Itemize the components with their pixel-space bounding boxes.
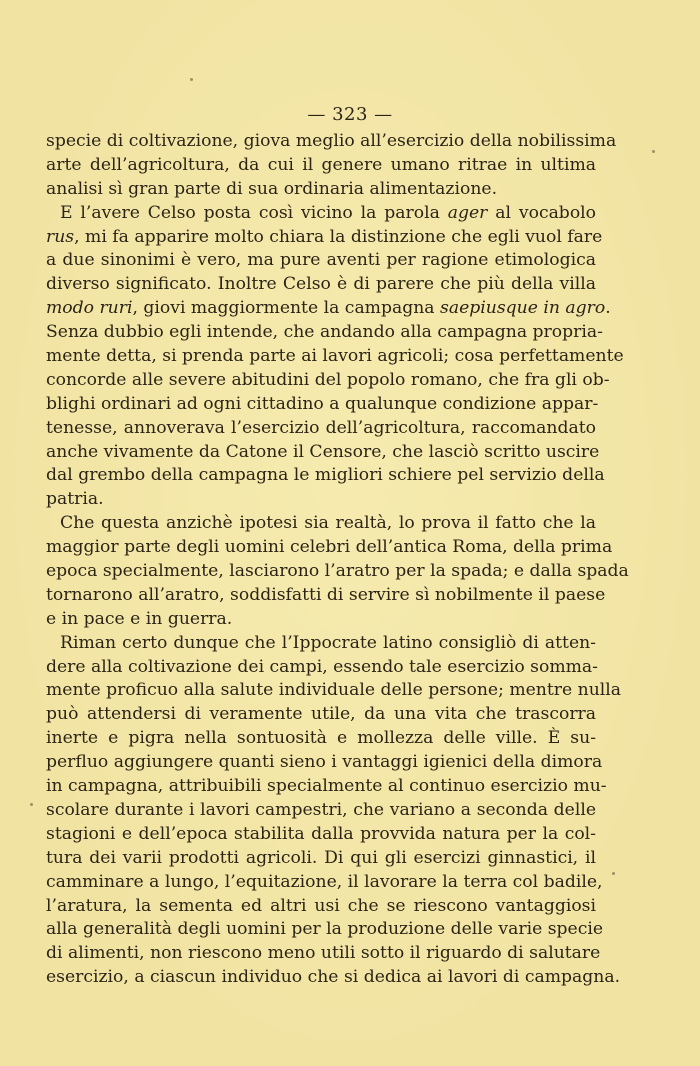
italic-word: ager [447, 202, 488, 223]
text-line: tura dei varii prodotti agricoli. Di qui gli esercizi ginnastici, il [46, 847, 596, 868]
page-number: — 323 — [307, 104, 393, 125]
text-line: Riman certo dunque che l’Ippocrate latino consigliò di atten- [60, 632, 596, 653]
text-line: dere alla coltivazione dei campi, essendo tale esercizio somma- [46, 656, 598, 677]
text-line: maggior parte degli uomini celebri dell’antica Roma, della prima [46, 537, 613, 558]
text-line: Che questa anzichè ipotesi sia realtà, lo prova il fatto che la [60, 513, 596, 534]
text-line: Senza dubbio egli intende, che andando alla campagna propria- [46, 322, 603, 343]
paper-speck [652, 150, 655, 153]
text-line: modo ruri, giovi maggiormente la campagna saepiusque in agro. [46, 298, 611, 319]
text-line: l’aratura, la sementa ed altri usi che se riescono vantaggiosi [46, 895, 596, 916]
italic-word: modo ruri [46, 298, 133, 319]
italic-word: saepiusque in agro [440, 298, 606, 319]
text-line: perfluo aggiungere quanti sieno i vantaggi igienici della dimora [46, 752, 603, 773]
text-line: dal grembo della campagna le migliori schiere pel servizio della [46, 465, 605, 486]
text-line: camminare a lungo, l’equitazione, il lavorare la terra col badile, [46, 871, 603, 892]
text-line: analisi sì gran parte di sua ordinaria alimentazione. [46, 178, 498, 199]
text-line: blighi ordinari ad ogni cittadino a qualunque condizione appar- [46, 393, 599, 414]
paper-speck [612, 872, 615, 875]
body-text [46, 130, 629, 990]
text-line: epoca specialmente, lasciarono l’aratro per la spada; e dalla spada [46, 561, 629, 582]
text-line: anche vivamente da Catone il Censore, che lasciò scritto uscire [46, 441, 600, 462]
text-line: a due sinonimi è vero, ma pure aventi per ragione etimologica [46, 250, 596, 271]
text-line: scolare durante i lavori campestri, che variano a seconda delle [46, 799, 596, 820]
paper-speck [190, 78, 193, 81]
text-line: esercizio, a ciascun individuo che si dedica ai lavori di campagna. [46, 967, 621, 988]
text-line: mente proficuo alla salute individuale delle persone; mentre nulla [46, 680, 622, 701]
text-line: stagioni e dell’epoca stabilita dalla provvida natura per la col- [46, 823, 596, 844]
text-line: alla generalità degli uomini per la produzione delle varie specie [46, 919, 604, 940]
italic-word: rus [46, 226, 75, 247]
text-line: inerte e pigra nella sontuosità e mollezza delle ville. È su- [46, 728, 596, 749]
text-line: diverso significato. Inoltre Celso è di parere che più della villa [46, 274, 596, 295]
text-line: rus, mi fa apparire molto chiara la distinzione che egli vuol fare [46, 226, 603, 247]
text-line: tornarono all’aratro, soddisfatti di servire sì nobilmente il paese [46, 584, 606, 605]
text-line: patria. [46, 489, 104, 510]
paper-speck [30, 803, 33, 806]
text-line: di alimenti, non riescono meno utili sotto il riguardo di salutare [46, 943, 601, 964]
text-line: specie di coltivazione, giova meglio all’esercizio della nobilissima [46, 131, 617, 151]
text-line: arte dell’agricoltura, da cui il genere umano ritrae in ultima [46, 154, 596, 175]
text-line: E l’avere Celso posta così vicino la parola ager al vocabolo [60, 202, 597, 223]
text-line: in campagna, attribuibili specialmente al continuo esercizio mu- [46, 776, 607, 797]
text-line: tenesse, annoverava l’esercizio dell’agricoltura, raccomandato [46, 417, 596, 438]
text-line: può attendersi di veramente utile, da una vita che trascorra [46, 704, 596, 725]
text-line: mente detta, si prenda parte ai lavori agricoli; cosa perfettamente [46, 346, 624, 367]
text-line: e in pace e in guerra. [46, 608, 233, 629]
text-line: concorde alle severe abitudini del popolo romano, che fra gli ob- [46, 369, 610, 390]
